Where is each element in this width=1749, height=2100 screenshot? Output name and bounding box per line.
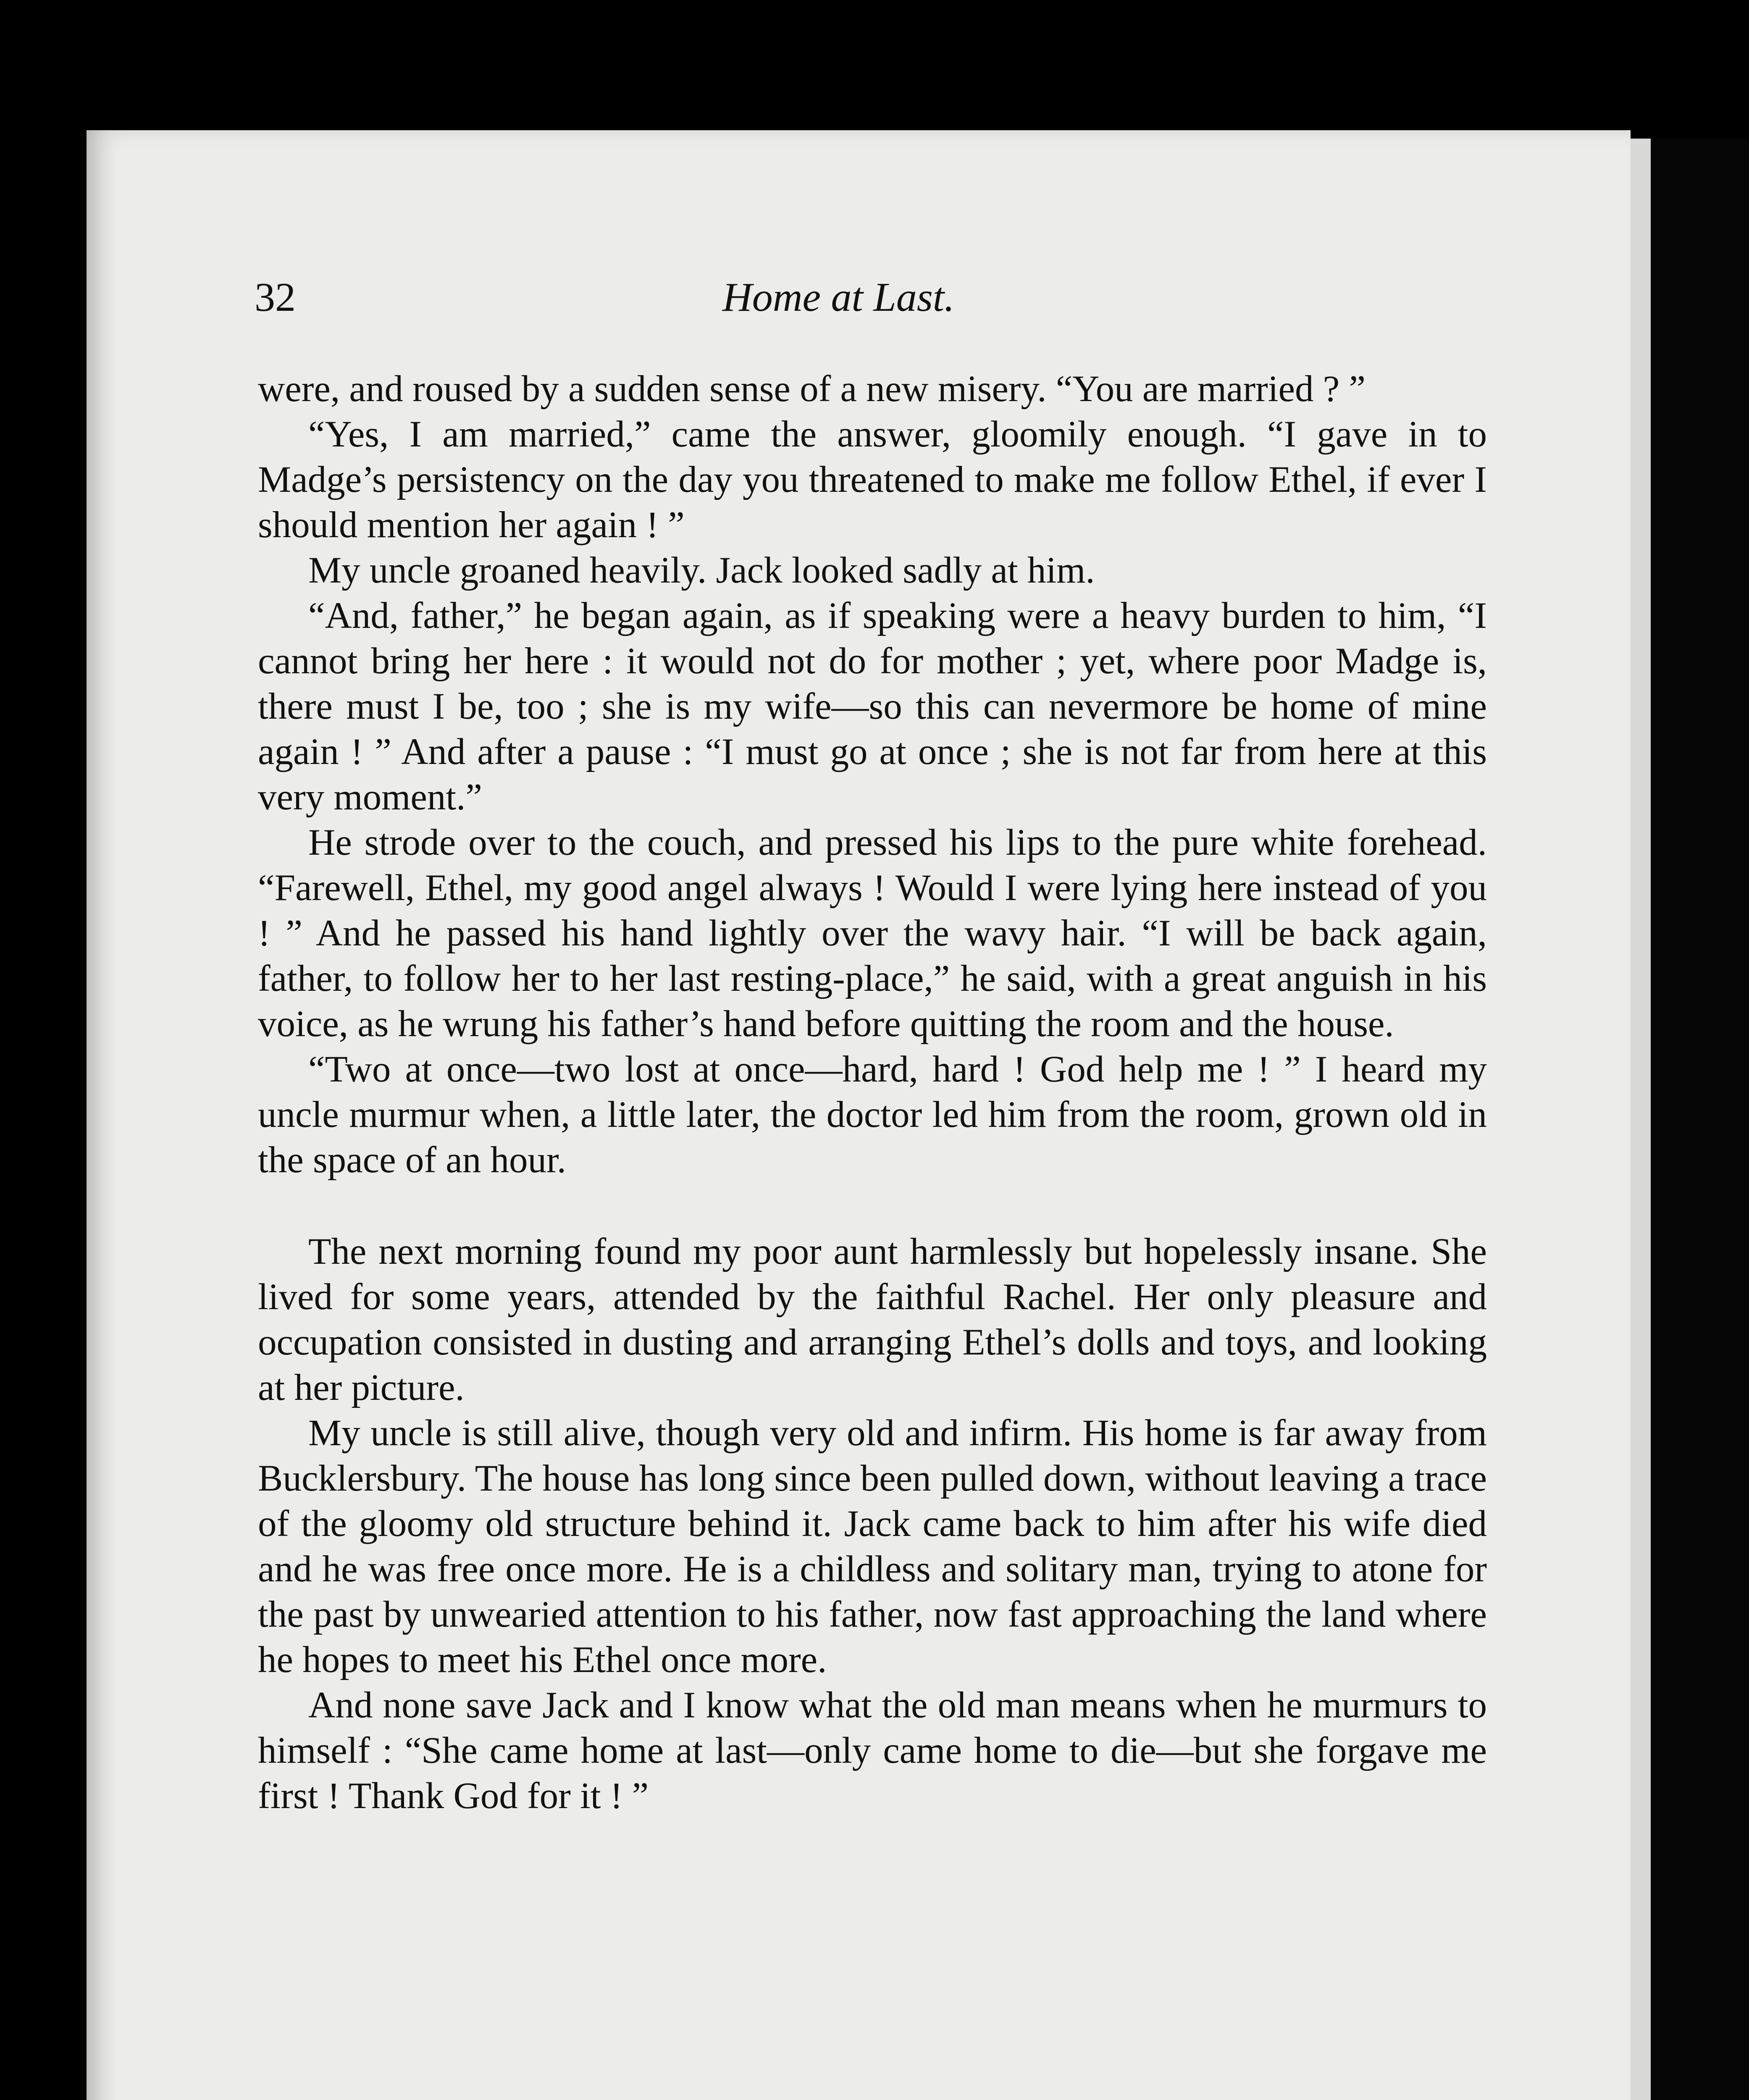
body-text bbox=[258, 366, 1487, 1819]
paragraph: were, and roused by a sudden sense of a new misery. “You are married ? ” bbox=[258, 368, 1366, 410]
paragraph: And none save Jack and I know what the old man means when he murmurs to himself : “She came home at last—only came home to die—but she forgave me first ! Thank God for it ! ” bbox=[258, 1685, 1487, 1816]
paragraph: He strode over to the couch, and pressed his lips to the pure white forehead. “Farewell, Ethel, my good angel always ! Would I were lying here instead of you ! ” And he passed his hand lightly over the wavy hair. “I will be back again, father, to follow her to her last resting-place,” he said, with a great anguish in his voice, as he wrung his father’s hand before quitting the room and the house. bbox=[258, 822, 1487, 1045]
page-number: 32 bbox=[255, 275, 296, 320]
scan-background bbox=[1651, 139, 1749, 2100]
paragraph: “Two at once—two lost at once—hard, hard ! God help me ! ” I heard my uncle murmur when, a little later, the doctor led him from the room, grown old in the space of an hour. bbox=[258, 1049, 1487, 1181]
paragraph: The next morning found my poor aunt harmlessly but hopelessly insane. She lived for some years, attended by the faithful Rachel. Her only pleasure and occupation consisted in dusting and arranging Ethel’s dolls and toys, and looking at her picture. bbox=[258, 1231, 1487, 1408]
paragraph: “And, father,” he began again, as if speaking were a heavy burden to him, “I cannot bring her here : it would not do for mother ; yet, where poor Madge is, there must I be, too ; she is my wife—so this can nevermore be home of mine again ! ” And after a pause : “I must go at once ; she is not far from here at this very moment.” bbox=[258, 595, 1487, 818]
page-edge bbox=[1631, 139, 1651, 2100]
paragraph: My uncle is still alive, though very old and infirm. His home is far away from Bucklersbury. The house has long since been pulled down, without leaving a trace of the gloomy old structure behind it. Jack came back to him after his wife died and he was free once more. He is a childless and solitary man, trying to atone for the past by unwearied attention to his father, now fast approaching the land where he hopes to meet his Ethel once more. bbox=[258, 1412, 1487, 1680]
paragraph: “Yes, I am married,” came the answer, gloomily enough. “I gave in to Madge’s persistency on the day you threatened to make me follow Ethel, if ever I should mention her again ! ” bbox=[258, 414, 1487, 546]
paragraph: My uncle groaned heavily. Jack looked sadly at him. bbox=[308, 550, 1095, 591]
running-title: Home at Last. bbox=[722, 275, 955, 320]
page-header bbox=[255, 270, 1494, 328]
